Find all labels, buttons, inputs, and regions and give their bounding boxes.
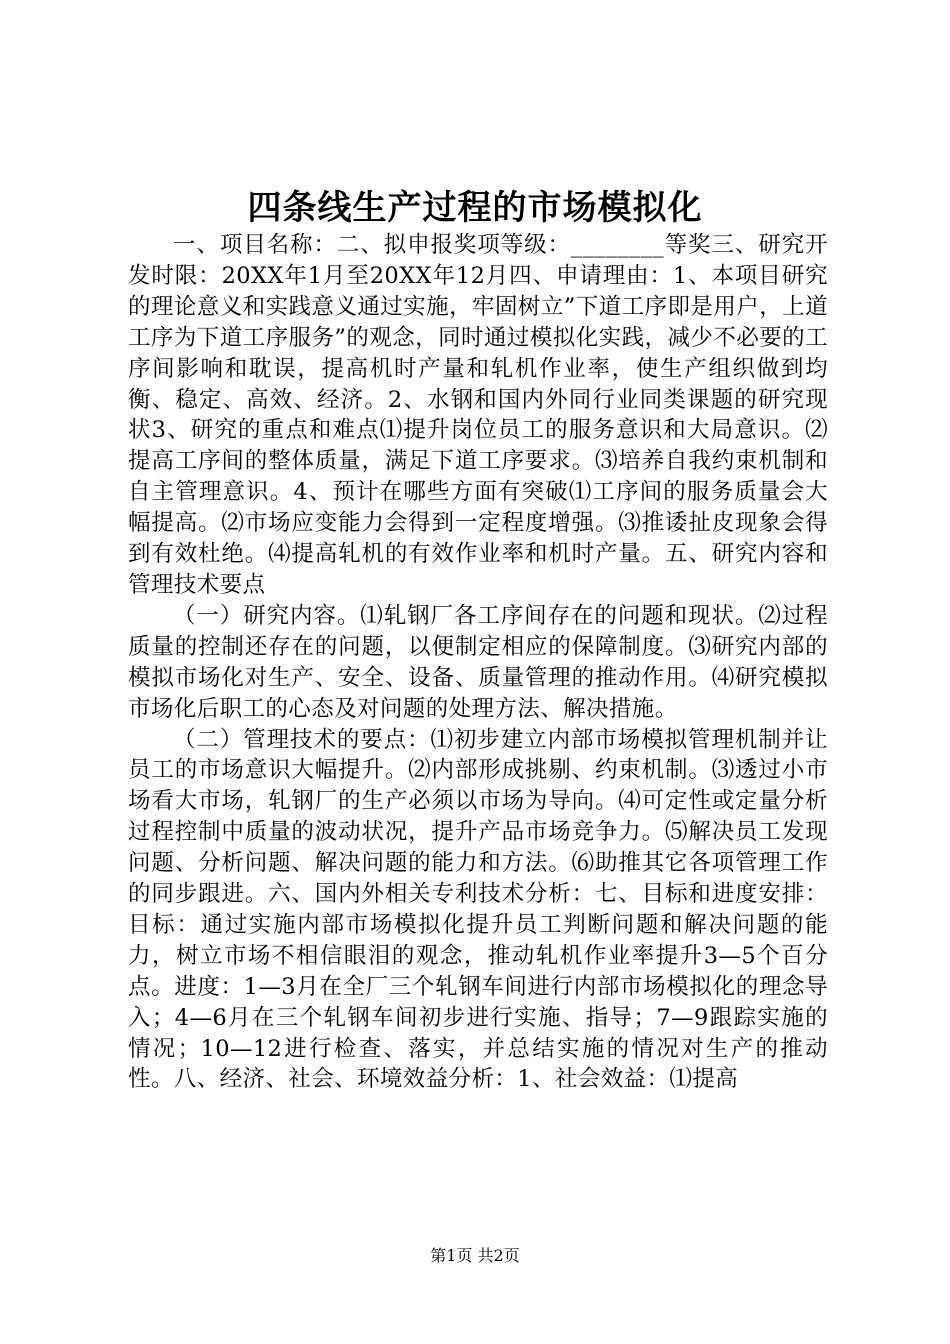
page-number-footer: 第1页 共2页: [430, 1246, 520, 1265]
paragraph-research-content: （一）研究内容。⑴轧钢厂各工序间存在的问题和现状。⑵过程质量的控制还存在的问题，以便制定相应的保障制度。⑶研究内部的模拟市场化对生产、安全、设备、质量管理的推动作用。⑷研究模拟市场化后职工的心态及对问题的处理方法、解决措施。: [128, 602, 828, 722]
document-body: [128, 230, 828, 1095]
paragraph-management-points: （二）管理技术的要点：⑴初步建立内部市场模拟管理机制并让员工的市场意识大幅提升。⑵内部形成挑剔、约束机制。⑶透过小市场看大市场，轧钢厂的生产必须以市场为导向。⑷可定性或定量分析过程控制中质量的波动状况，提升产品市场竞争力。⑸解决员工发现问题、分析问题、解决问题的能力和方法。⑹助推其它各项管理工作的同步跟进。六、国内外相关专利技术分析：七、目标和进度安排：目标：通过实施内部市场模拟化提升员工判断问题和解决问题的能力，树立市场不相信眼泪的观念，推动轧机作业率提升3—5个百分点。进度：1—3月在全厂三个轧钢车间进行内部市场模拟化的理念导入；4—6月在三个轧钢车间初步进行实施、指导；7—9跟踪实施的情况；10—12进行检查、落实，并总结实施的情况对生产的推动性。八、经济、社会、环境效益分析：1、社会效益：⑴提高: [128, 726, 828, 1093]
document-title: 四条线生产过程的市场模拟化: [247, 188, 703, 228]
paragraph-project-info: 一、项目名称：二、拟申报奖项等级：________等奖三、研究开发时限：20XX年1月至20XX年12月四、申请理由：1、本项目研究的理论意义和实践意义通过实施，牢固树立”下道工序即是用户，上道工序为下道工序服务”的观念，同时通过模拟化实践，减少不必要的工序间影响和耽误，提高机时产量和轧机作业率，使生产组织做到均衡、稳定、高效、经济。2、水钢和国内外同行业同类课题的研究现状3、研究的重点和难点⑴提升岗位员工的服务意识和大局意识。⑵提高工序间的整体质量，满足下道工序要求。⑶培养自我约束机制和自主管理意识。4、预计在哪些方面有突破⑴工序间的服务质量会大幅提高。⑵市场应变能力会得到一定程度增强。⑶推诿扯皮现象会得到有效杜绝。⑷提高轧机的有效作业率和机时产量。五、研究内容和管理技术要点: [128, 232, 828, 598]
